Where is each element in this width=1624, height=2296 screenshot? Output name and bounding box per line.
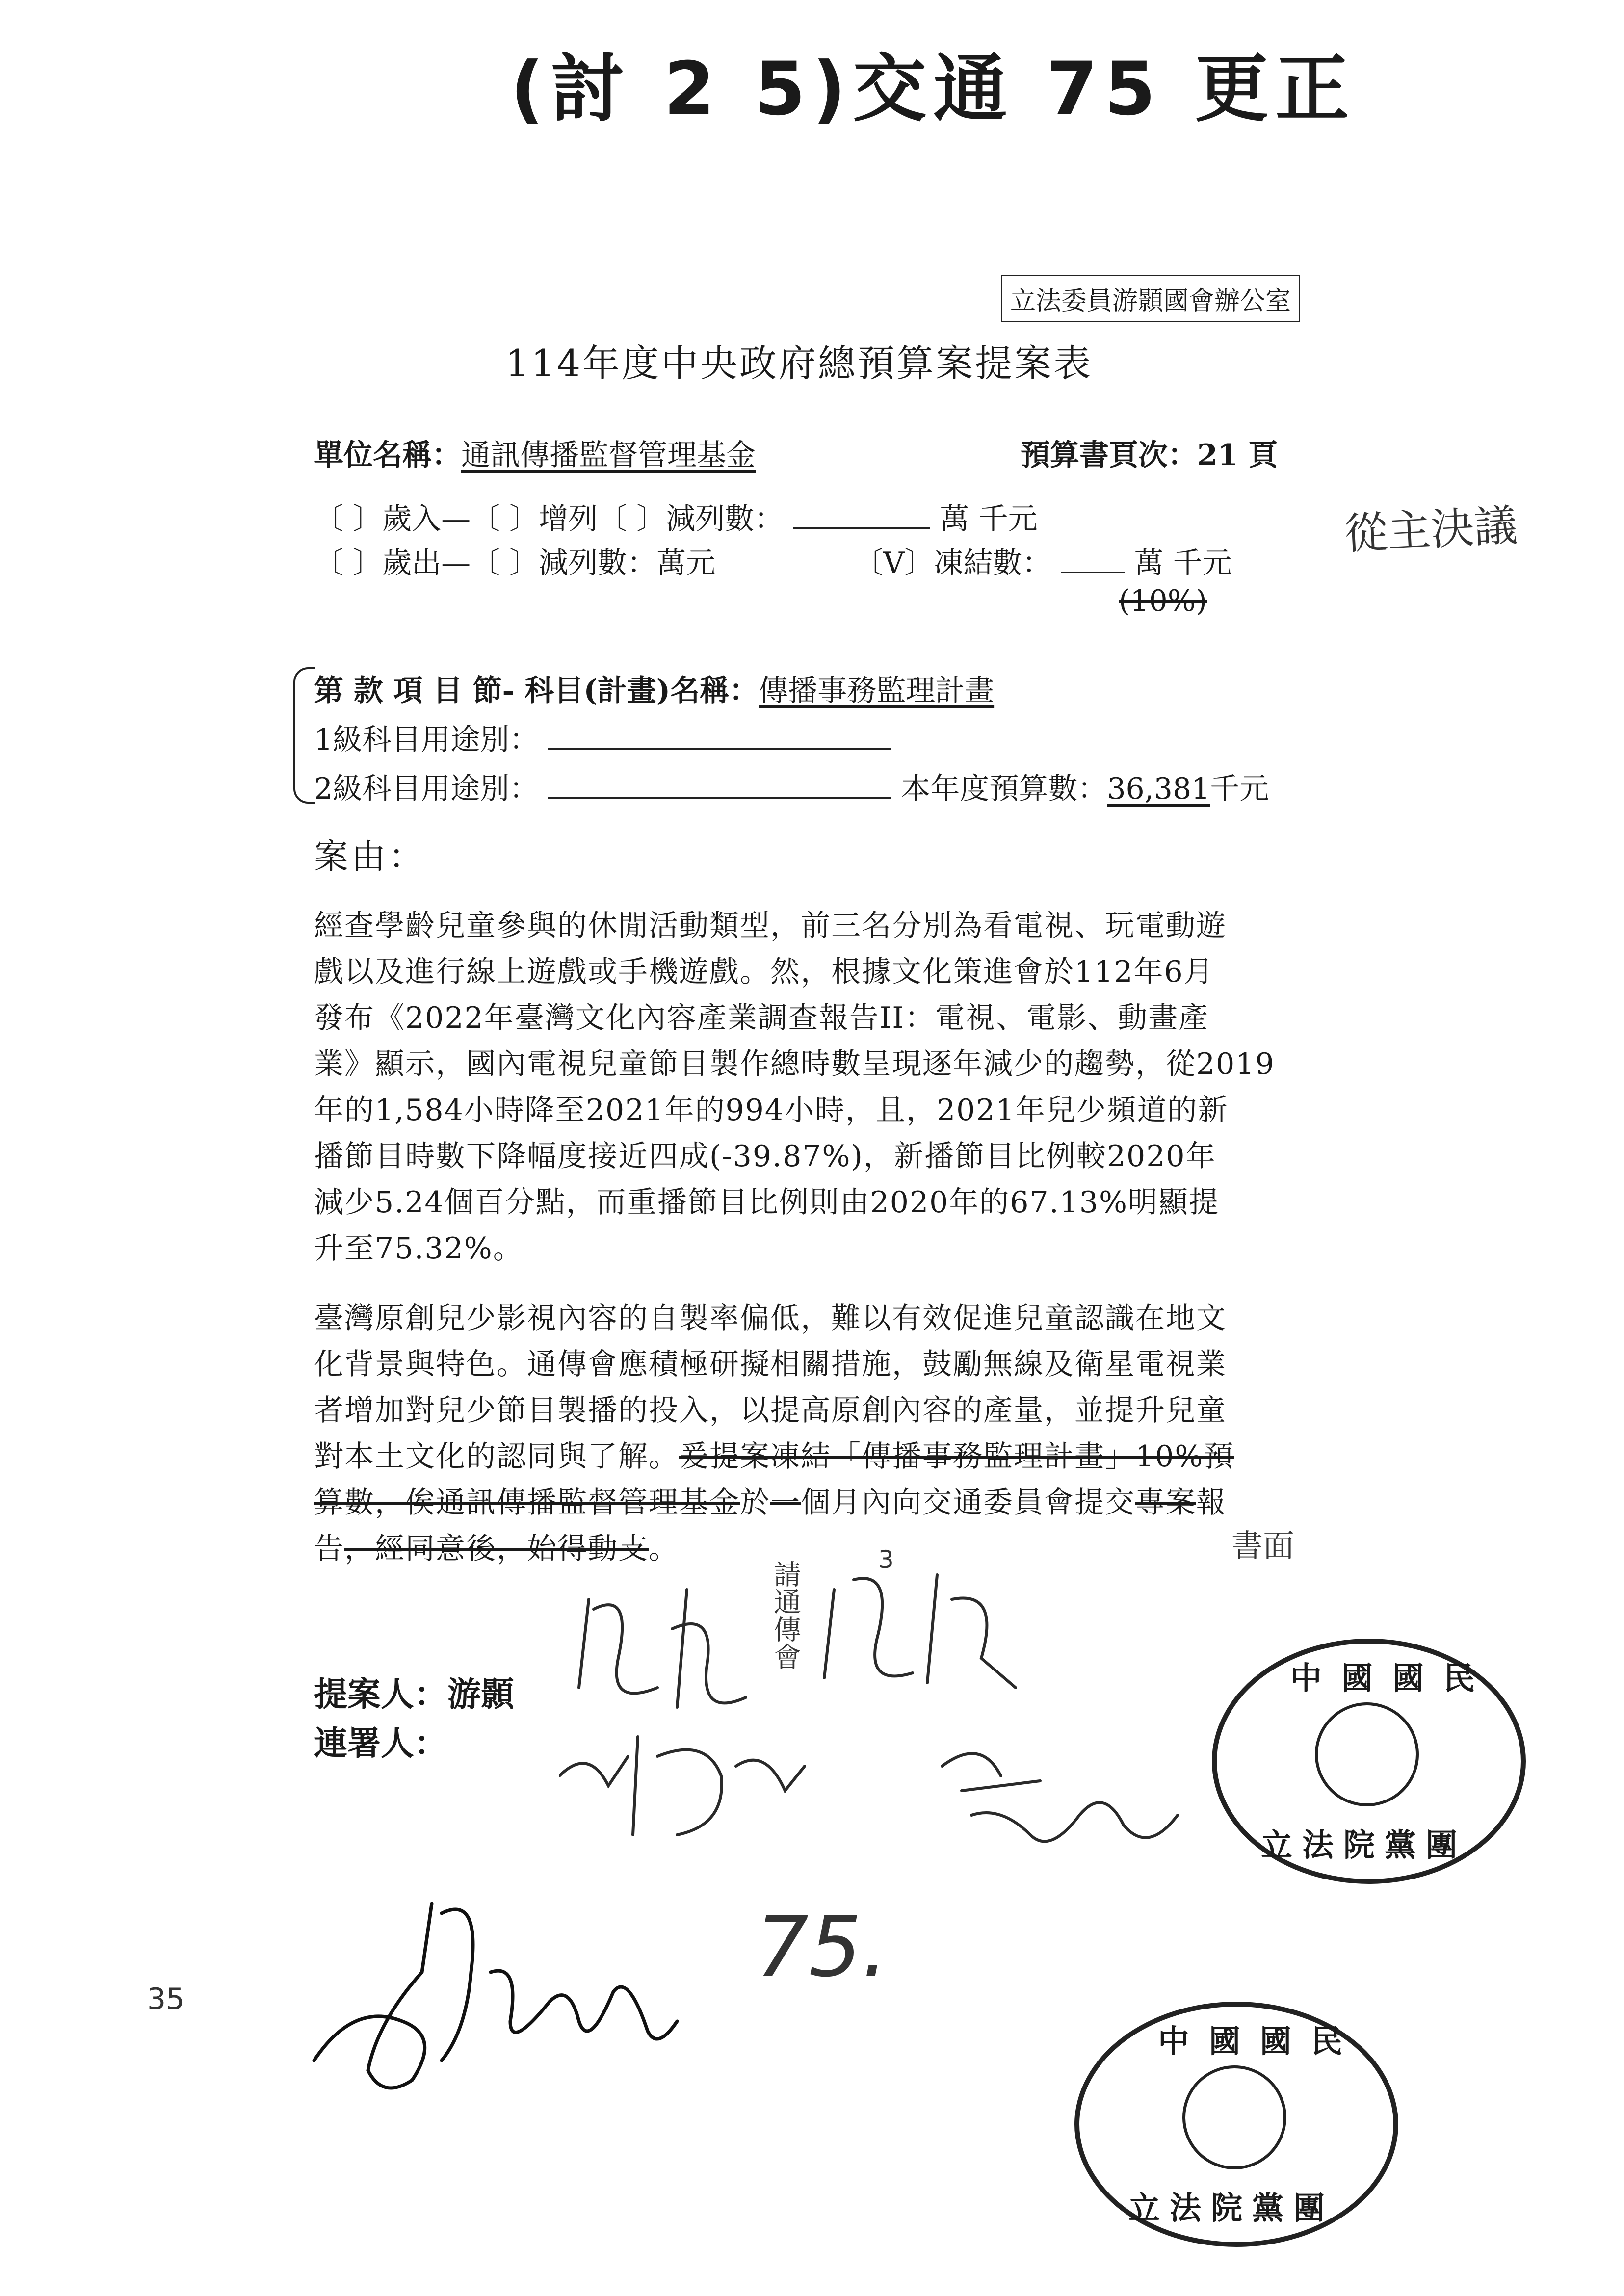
paragraph-line-start: 對本土文化的認同與了解。 (314, 1439, 679, 1474)
freeze-percent: (10%) (1119, 584, 1207, 618)
unit-value: 通訊傳播監督管理基金 (461, 438, 756, 472)
paragraph-line: 升至75.32%。 (314, 1231, 524, 1266)
paragraph-line: 戲以及進行線上遊戲或手機遊戲。然，根據文化策進會於112年6月 (314, 955, 1214, 989)
seal-top-text: 中國國民 (1158, 2024, 1362, 2060)
budget-line-1-prefix: 〔 〕歲入—〔 〕增列〔 〕減列數： (314, 502, 784, 536)
signature-scribbles (559, 1560, 1217, 1904)
subject-line-3 (314, 765, 1269, 808)
annual-budget-unit: 千元 (1210, 772, 1269, 806)
paragraph-line: 年的1,584小時降至2021年的994小時，且，2021年兒少頻道的新 (314, 1093, 1229, 1127)
budget-line-2-prefix: 〔 〕歲出—〔 〕減列數：萬元 (314, 546, 716, 580)
freeze-blank (1061, 546, 1125, 573)
office-label: 立法委員游顥國會辦公室 (1001, 275, 1300, 322)
signature-stroke (314, 1904, 677, 2088)
struck-text: 爰提案凍結「傳播事務監理計畫」10%預 (679, 1439, 1234, 1474)
bottom-signature (294, 1874, 687, 2119)
struck-text: 一 (770, 1486, 801, 1520)
written-annotation: 書面 (1231, 1528, 1294, 1565)
form-title: 114年度中央政府總預算案提案表 (505, 341, 1093, 385)
page-reference: 預算書頁次：21 頁 (1021, 438, 1278, 472)
seal-bottom-text: 立法院黨團 (1261, 1827, 1467, 1864)
level2-usage-blank (548, 772, 891, 799)
paragraph-text: 個月內向交通委員會提交 (801, 1486, 1135, 1520)
reason-paragraph-2 (314, 1295, 1335, 1572)
handwritten-note-right: 從主決議 (1343, 499, 1519, 560)
paragraph-line: 者增加對兒少節目製播的投入，以提高原創內容的產量，並提升兒童 (314, 1393, 1227, 1428)
subject-line-2 (314, 716, 891, 758)
reason-paragraph-1 (314, 903, 1335, 1272)
reason-heading: 案由： (314, 836, 426, 877)
insert-number-annotation: 3 (878, 1545, 894, 1574)
margin-page-number: 35 (147, 1982, 185, 2016)
level1-usage-label: 1級科目用途別： (314, 723, 539, 757)
cosigner-label: 連署人： (314, 1724, 448, 1763)
level2-usage-label: 2級科目用途別： (314, 772, 539, 806)
party-emblem-icon (1182, 2065, 1286, 2169)
freeze-line (854, 540, 1232, 582)
freeze-suffix: 萬 千元 (1134, 546, 1232, 580)
paragraph-line: 業》顯示，國內電視兒童節目製作總時數呈現逐年減少的趨勢，從2019 (314, 1047, 1275, 1081)
unit-label: 單位名稱： (314, 438, 461, 472)
header-stamp: (討 2 5)交通 75 更正 (510, 47, 1356, 132)
paragraph-text: 告 (314, 1532, 344, 1566)
budget-line-2 (314, 540, 715, 582)
budget-blank-1 (793, 502, 930, 529)
plan-name: 傳播事務監理計畫 (759, 674, 995, 708)
seal-top-text: 中國國民 (1290, 1661, 1494, 1697)
annual-budget-value: 36,381 (1107, 772, 1210, 806)
paragraph-text: 報 (1196, 1486, 1227, 1520)
seal-bottom-text: 立法院黨團 (1128, 2191, 1335, 2227)
paragraph-line: 臺灣原創兒少影視內容的自製率偏低，難以有效促進兒童認識在地文 (314, 1301, 1227, 1335)
handwritten-number: 75. (756, 1899, 889, 1996)
paragraph-line: 經查學齡兒童參與的休閒活動類型，前三名分別為看電視、玩電動遊 (314, 909, 1227, 943)
party-emblem-icon (1315, 1702, 1419, 1806)
paragraph-text: 於 (740, 1486, 770, 1520)
paragraph-line: 化背景與特色。通傳會應積極研擬相關措施，鼓勵無線及衛星電視業 (314, 1347, 1227, 1382)
subject-line-1-prefix: 第 款 項 目 節- 科目(計畫)名稱： (314, 674, 759, 708)
struck-text: 專案 (1135, 1486, 1196, 1520)
proposer-label: 提案人：游顥 (314, 1675, 515, 1714)
signature-stroke (824, 1575, 1016, 1688)
paragraph-line: 發布《2022年臺灣文化內容產業調查報告II：電視、電影、動畫產 (314, 1001, 1209, 1035)
unit-row (314, 432, 756, 474)
budget-line-1-suffix: 萬 千元 (940, 502, 1038, 536)
paragraph-line: 減少5.24個百分點，而重播節目比例則由2020年的67.13%明顯提 (314, 1185, 1220, 1220)
annual-budget-label: 本年度預算數： (901, 772, 1107, 806)
freeze-label: 〔V〕凍結數： (854, 546, 1052, 580)
paragraph-line (314, 1434, 1335, 1480)
paragraph-line (314, 1480, 1335, 1526)
party-caucus-seal (1212, 1639, 1526, 1884)
party-caucus-seal-2 (1074, 2002, 1398, 2247)
struck-text: 算數，俟通訊傳播監督管理基金 (314, 1486, 740, 1520)
signature-stroke (559, 1737, 805, 1835)
struck-text: ，經同意後，始得動支 (344, 1532, 649, 1566)
subject-bracket (293, 667, 315, 804)
signature-stroke (942, 1753, 1178, 1841)
level1-usage-blank (548, 723, 891, 750)
subject-line-1 (314, 667, 994, 709)
paragraph-line: 播節目時數下降幅度接近四成(-39.87%)，新播節目比例較2020年 (314, 1139, 1216, 1174)
paragraph-text: 。 (649, 1532, 679, 1566)
signature-stroke (579, 1590, 746, 1707)
insert-annotation: 請通傳會 (769, 1560, 801, 1670)
budget-line-1 (314, 496, 1037, 538)
